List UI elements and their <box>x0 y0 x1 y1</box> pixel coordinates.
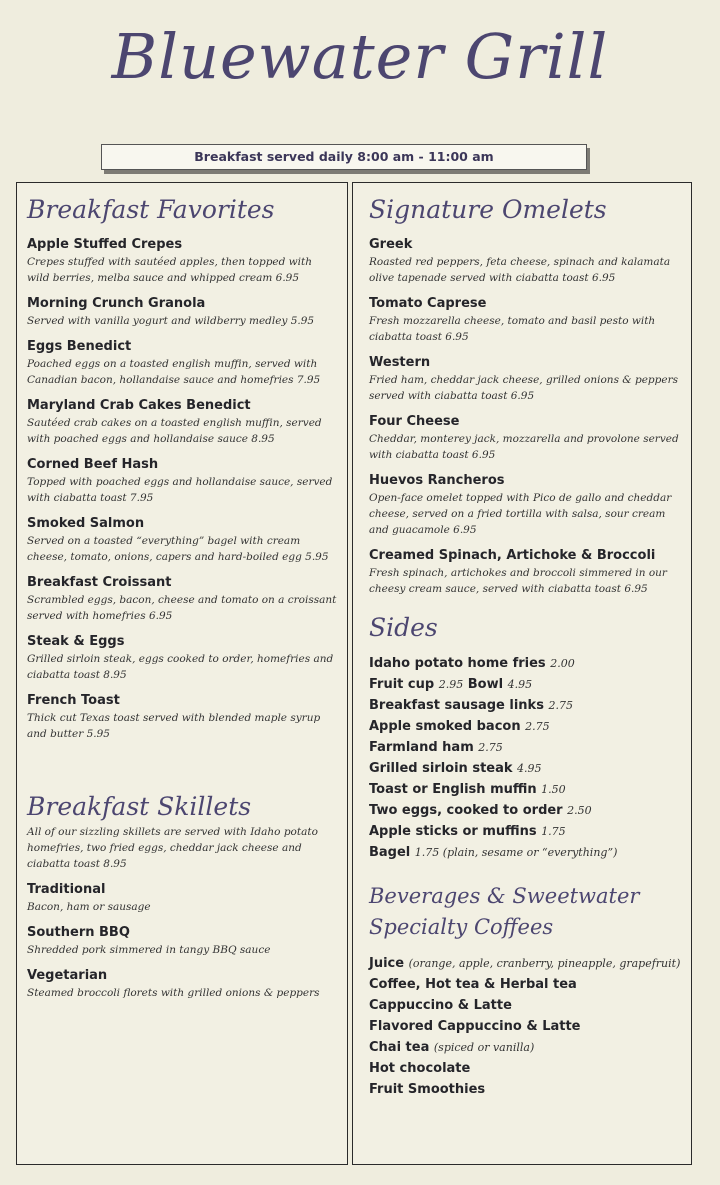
side-item <box>369 695 681 716</box>
menu-item <box>27 574 337 624</box>
skillets-intro: All of our sizzling skillets are served with Idaho potato homefries, two fried eggs, cheddar jack cheese and ciabatta toast 8.95 <box>27 826 318 870</box>
menu-item <box>27 692 337 742</box>
sides-section <box>369 611 681 863</box>
menu-item <box>27 924 337 958</box>
beverage-name: Juice <box>369 956 405 971</box>
menu-item-description: Served on a toasted “everything” bagel with cream cheese, tomato, onions, capers and hard-boiled egg 5.95 <box>27 535 329 563</box>
side-price-alt: 4.95 <box>507 678 533 691</box>
beverage-item <box>369 1079 681 1100</box>
beverage-name: Flavored Cappuccino & Latte <box>369 1019 581 1034</box>
side-item <box>369 779 681 800</box>
side-name: Farmland ham <box>369 740 474 755</box>
menu-item <box>369 295 681 345</box>
menu-item <box>27 633 337 683</box>
menu-item-description: Topped with poached eggs and hollandaise sauce, served with ciabatta toast 7.95 <box>27 476 333 504</box>
menu-item-name: Southern BBQ <box>27 925 130 940</box>
menu-item <box>27 338 337 388</box>
side-item <box>369 758 681 779</box>
beverage-name: Hot chocolate <box>369 1061 471 1076</box>
menu-item-name: Smoked Salmon <box>27 516 145 531</box>
side-name: Fruit cup <box>369 677 435 692</box>
beverage-note: (orange, apple, cranberry, pineapple, grapefruit) <box>408 957 681 970</box>
menu-item-name: Greek <box>369 237 413 252</box>
menu-item-name: Steak & Eggs <box>27 634 125 649</box>
menu-item <box>27 515 337 565</box>
menu-item-name: Vegetarian <box>27 968 108 983</box>
beverage-name: Cappuccino & Latte <box>369 998 512 1013</box>
menu-item <box>27 456 337 506</box>
menu-item-name: Western <box>369 355 431 370</box>
menu-item-description: Open-face omelet topped with Pico de gallo and cheddar cheese, served on a fried tortilla with salsa, sour cream and guacamole 6.95 <box>369 492 672 536</box>
side-price: 2.75 <box>548 699 573 712</box>
menu-item-description: Fried ham, cheddar jack cheese, grilled onions & peppers served with ciabatta toast 6.95 <box>369 374 678 402</box>
menu-item-description: Fresh mozzarella cheese, tomato and basil pesto with ciabatta toast 6.95 <box>369 315 656 343</box>
beverage-note: (spiced or vanilla) <box>433 1041 535 1054</box>
sides-heading: Sides <box>369 613 438 642</box>
beverage-item <box>369 995 681 1016</box>
beverage-item <box>369 1016 681 1037</box>
menu-item-name: Maryland Crab Cakes Benedict <box>27 398 251 413</box>
side-price: 1.50 <box>541 783 566 796</box>
side-name-alt: Bowl <box>467 677 504 692</box>
menu-item-description: Grilled sirloin steak, eggs cooked to order, homefries and ciabatta toast 8.95 <box>27 653 334 681</box>
breakfast-skillets-section <box>27 790 337 1001</box>
beverage-item <box>369 1058 681 1079</box>
side-name: Bagel <box>369 845 411 860</box>
beverage-name: Fruit Smoothies <box>369 1082 486 1097</box>
menu-item-name: Four Cheese <box>369 414 460 429</box>
side-name: Toast or English muffin <box>369 782 537 797</box>
menu-item-description: Shredded pork simmered in tangy BBQ sauce <box>27 944 271 956</box>
signature-omelets-heading: Signature Omelets <box>369 195 607 224</box>
menu-item-name: Apple Stuffed Crepes <box>27 237 183 252</box>
side-name: Idaho potato home fries <box>369 656 546 671</box>
beverages-heading-line2: Specialty Coffees <box>369 915 554 939</box>
side-price: 2.75 <box>478 741 503 754</box>
side-item <box>369 653 681 674</box>
menu-item <box>369 547 681 597</box>
menu-item <box>369 354 681 404</box>
menu-item <box>27 236 337 286</box>
breakfast-skillets-heading: Breakfast Skillets <box>27 792 252 821</box>
menu-item-description: Served with vanilla yogurt and wildberry medley 5.95 <box>27 315 315 327</box>
side-price: 2.50 <box>567 804 592 817</box>
side-name: Apple sticks or muffins <box>369 824 537 839</box>
side-price: 2.00 <box>550 657 575 670</box>
menu-item-name: Corned Beef Hash <box>27 457 159 472</box>
side-price: 2.75 <box>525 720 550 733</box>
menu-item <box>369 236 681 286</box>
beverages-heading-line1: Beverages & Sweetwater <box>369 884 640 908</box>
beverage-item <box>369 1037 681 1058</box>
breakfast-favorites-heading: Breakfast Favorites <box>27 195 275 224</box>
menu-item <box>27 967 337 1001</box>
breakfast-hours-banner: Breakfast served daily 8:00 am - 11:00 am <box>101 144 587 170</box>
menu-item-description: Sautéed crab cakes on a toasted english muffin, served with poached eggs and hollandaise sauce 8.95 <box>27 417 322 445</box>
beverage-name: Coffee, Hot tea & Herbal tea <box>369 977 577 992</box>
side-item <box>369 842 681 863</box>
menu-item-description: Thick cut Texas toast served with blended maple syrup and butter 5.95 <box>27 712 321 740</box>
menu-item-name: Traditional <box>27 882 106 897</box>
menu-item-name: Huevos Rancheros <box>369 473 505 488</box>
menu-item-description: Bacon, ham or sausage <box>27 901 151 913</box>
left-menu-column <box>16 182 348 1165</box>
menu-item-name: Breakfast Croissant <box>27 575 172 590</box>
menu-item-description: Fresh spinach, artichokes and broccoli simmered in our cheesy cream sauce, served with ciabatta toast 6.95 <box>369 567 667 595</box>
side-name: Grilled sirloin steak <box>369 761 513 776</box>
menu-item-description: Cheddar, monterey jack, mozzarella and provolone served with ciabatta toast 6.95 <box>369 433 679 461</box>
side-item <box>369 821 681 842</box>
menu-item-description: Crepes stuffed with sautéed apples, then topped with wild berries, melba sauce and whipped cream 6.95 <box>27 256 313 284</box>
side-item <box>369 800 681 821</box>
beverage-item <box>369 953 681 974</box>
menu-item-description: Roasted red peppers, feta cheese, spinach and kalamata olive tapenade served with ciabatta toast 6.95 <box>369 256 671 284</box>
right-menu-column <box>352 182 692 1165</box>
menu-item-name: Creamed Spinach, Artichoke & Broccoli <box>369 548 656 563</box>
menu-item-description: Steamed broccoli florets with grilled onions & peppers <box>27 987 320 999</box>
menu-item <box>369 413 681 463</box>
side-item <box>369 674 681 695</box>
side-price: 2.95 <box>438 678 464 691</box>
side-item <box>369 737 681 758</box>
side-name: Apple smoked bacon <box>369 719 521 734</box>
menu-item-name: Tomato Caprese <box>369 296 487 311</box>
side-name: Two eggs, cooked to order <box>369 803 563 818</box>
beverage-item <box>369 974 681 995</box>
side-item <box>369 716 681 737</box>
beverage-name: Chai tea <box>369 1040 430 1055</box>
menu-item-name: French Toast <box>27 693 120 708</box>
menu-item-description: Poached eggs on a toasted english muffin, served with Canadian bacon, hollandaise sauce and homefries 7.95 <box>27 358 321 386</box>
side-name: Breakfast sausage links <box>369 698 544 713</box>
restaurant-name: Bluewater Grill <box>111 20 609 93</box>
menu-item <box>27 295 337 329</box>
menu-item-description: Scrambled eggs, bacon, cheese and tomato on a croissant served with homefries 6.95 <box>27 594 337 622</box>
menu-item <box>369 472 681 538</box>
side-price: 1.75 (plain, sesame or “everything”) <box>414 846 618 859</box>
menu-item-name: Eggs Benedict <box>27 339 132 354</box>
menu-item <box>27 881 337 915</box>
menu-item <box>27 397 337 447</box>
side-price: 1.75 <box>541 825 566 838</box>
side-price: 4.95 <box>517 762 542 775</box>
beverages-section <box>369 881 681 1100</box>
menu-item-name: Morning Crunch Granola <box>27 296 206 311</box>
